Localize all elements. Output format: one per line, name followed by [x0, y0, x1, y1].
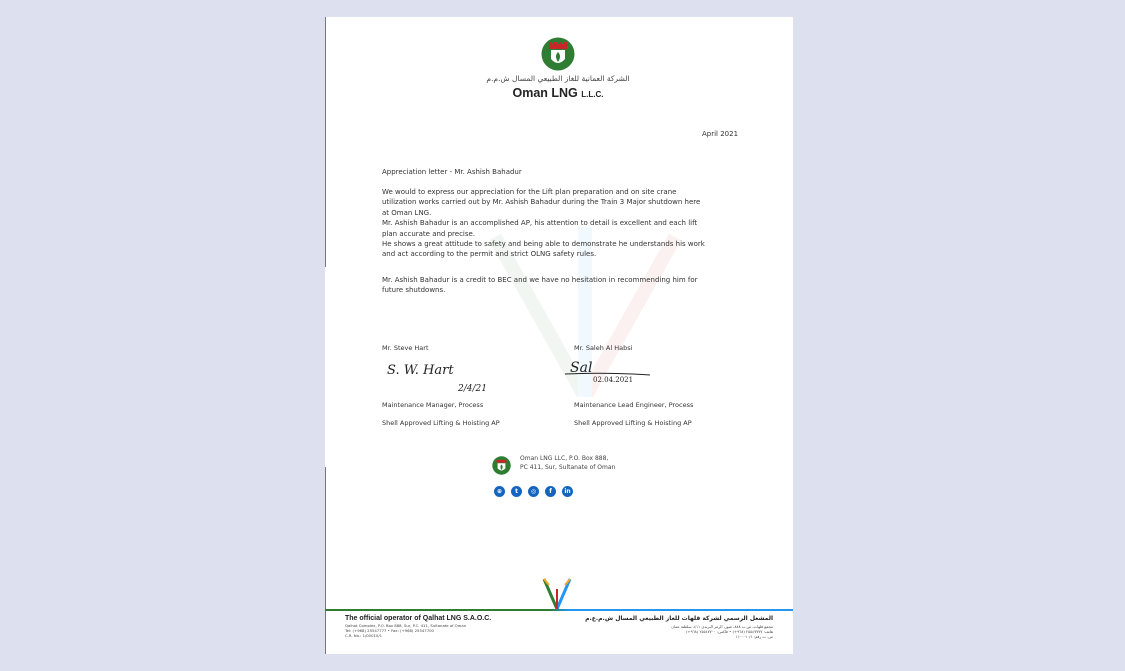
signatory-1-signature: S. W. Hart: [387, 363, 454, 378]
footer-detail-line-arabic: س. ت رقم: ١/٠٠٠١٠/١: [735, 634, 773, 639]
footer-operator-details-arabic: [573, 624, 773, 639]
letter-paragraph-1: [382, 187, 752, 260]
signatory-2-signature: Sal: [570, 360, 593, 376]
signatory-1-title: Maintenance Manager, Process: [382, 401, 484, 409]
company-name-suffix: L.L.C.: [581, 90, 604, 99]
www-icon[interactable]: ⊕: [494, 486, 505, 497]
scan-edge: [325, 17, 326, 267]
paragraph-line: He shows a great attitude to safety and being able to demonstrate he understands his work: [382, 240, 705, 249]
paragraph-line: and act according to the permit and strict OLNG safety rules.: [382, 250, 597, 259]
qalhat-emblem: [539, 575, 575, 611]
linkedin-icon[interactable]: in: [562, 486, 573, 497]
footer-divider: [325, 609, 793, 611]
signatory-1-sign-date: 2/4/21: [458, 384, 487, 394]
footer-logo: [492, 456, 511, 475]
letter-date: April 2021: [702, 130, 739, 138]
paragraph-line: Mr. Ashish Bahadur is an accomplished AP, his attention to detail is excellent and each lift: [382, 219, 698, 228]
letter-subject: Appreciation letter - Mr. Ashish Bahadur: [382, 168, 522, 176]
paragraph-line: future shutdowns.: [382, 286, 446, 295]
paragraph-line: plan accurate and precise.: [382, 229, 476, 238]
footer-detail-line-arabic: هاتف: ٢٥٥٤٧٧٧٧ (٩٦٨+) • فاكس: ٢٥٥٤٧٧٠٠ (٩٦٨+): [685, 629, 773, 634]
twitter-icon[interactable]: t: [511, 486, 522, 497]
footer-detail-line: C.R. No.: 1/00010/1: [345, 633, 383, 638]
footer-operator-title: The official operator of Qalhat LNG S.A.O.C.: [345, 615, 492, 622]
company-name-arabic: الشركة العمانية للغاز الطبيعي المسال ش.م.م: [486, 74, 630, 83]
signatory-2-role: Shell Approved Lifting & Hoisting AP: [574, 419, 692, 427]
company-name-main: Oman LNG: [512, 86, 578, 100]
signatory-1-name: Mr. Steve Hart: [382, 344, 429, 352]
scan-edge: [325, 467, 326, 654]
letter-page: [325, 17, 793, 654]
footer-operator-details: [345, 623, 545, 638]
company-address: [520, 455, 615, 472]
letter-paragraph-2: [382, 275, 752, 296]
signatory-1-role: Shell Approved Lifting & Hoisting AP: [382, 419, 500, 427]
paragraph-line: We would to express our appreciation for the Lift plan preparation and on site crane: [382, 188, 677, 196]
paragraph-line: Mr. Ashish Bahadur is a credit to BEC and we have no hesitation in recommending him for: [382, 276, 698, 284]
oman-lng-logo: [541, 37, 575, 71]
address-line: Oman LNG LLC, P.O. Box 888,: [520, 455, 609, 462]
signatory-2-name: Mr. Saleh Al Habsi: [574, 344, 633, 352]
signatory-2-title: Maintenance Lead Engineer, Process: [574, 401, 694, 409]
facebook-icon[interactable]: f: [545, 486, 556, 497]
instagram-icon[interactable]: ◎: [528, 486, 539, 497]
footer-detail-line: Qalhat Complex, P.O. Box 888, Sur, P.C. 411, Sultanate of Oman: [345, 623, 467, 628]
footer-detail-line: Tel: (+968) 25547777 • Fax: (+968) 25547700: [345, 628, 434, 633]
paragraph-line: utilization works carried out by Mr. Ashish Bahadur during the Train 3 Major shutdown here: [382, 198, 701, 207]
footer-detail-line-arabic: مجمع قلهات، ص.ب ٨٨٨، صور، الرمز البريدي ٤١١، سلطنة عمان: [671, 624, 773, 629]
company-name: [485, 86, 631, 100]
footer-operator-title-arabic: المشغل الرسمي لشركة قلهات للغاز الطبيعي المسال ش.م.ع.م: [585, 615, 773, 622]
address-line: PC 411, Sur, Sultanate of Oman: [520, 463, 616, 471]
signatory-2-sign-date: 02.04.2021: [593, 376, 634, 384]
paragraph-line: at Oman LNG.: [382, 208, 432, 217]
